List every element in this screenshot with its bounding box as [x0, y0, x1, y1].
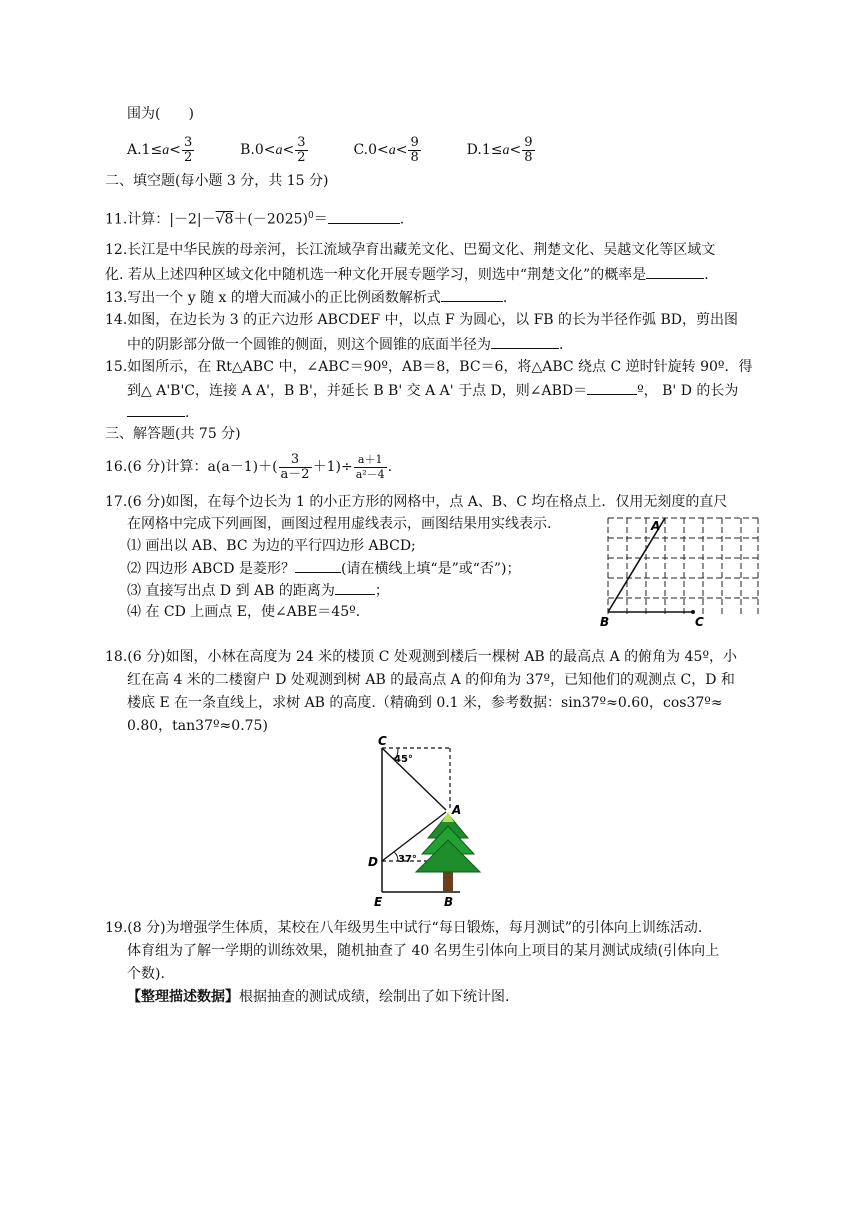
- q19-line3: 个数).: [127, 966, 165, 982]
- label-b: B: [444, 895, 454, 909]
- q18-line1: 18.(6 分)如图，小林在高度为 24 米的楼顶 C 处观测到楼后一棵树 AB 的最高点 A 的俯角为 45º，小: [105, 649, 738, 665]
- tree: [416, 812, 480, 892]
- q19-tag: 【整理描述数据】: [127, 989, 239, 1005]
- q17-item4: ⑷ 在 CD 上画点 E，使∠ABE＝45º.: [127, 604, 361, 620]
- q15-line1: 15.如图所示，在 Rt△ABC 中，∠ABC＝90º，AB＝8，BC＝6，将△ABC 绕点 C 逆时针旋转 90º．得: [105, 359, 753, 375]
- q17-item1: ⑴ 画出以 AB、BC 为边的平行四边形 ABCD;: [127, 538, 416, 554]
- section2-heading: 二、填空题(每小题 3 分，共 15 分): [105, 173, 329, 189]
- label-e: E: [374, 895, 383, 909]
- section3-heading: 三、解答题(共 75 分): [105, 426, 241, 442]
- q12-line1: 12.长江是中华民族的母亲河，长江流域孕育出藏羌文化、巴蜀文化、荆楚文化、吴越文化等区域文: [105, 242, 716, 258]
- label-a: A: [651, 519, 661, 533]
- label-c: C: [695, 615, 704, 629]
- q19-line1: 19.(8 分)为增强学生体质，某校在八年级男生中试行“每日锻炼，每月测试”的引体向上训练活动.: [105, 920, 703, 936]
- grid-lines: [608, 518, 758, 614]
- q12-line2: 化. 若从上述四种区域文化中随机选一种文化开展专题学习，则选中“荆楚文化”的概率是 .: [105, 264, 709, 285]
- q19-line2: 体育组为了解一学期的训练效果，随机抽查了 40 名男生引体向上项目的某月测试成绩(引体向上: [127, 943, 720, 959]
- label-angle-37: 37°: [398, 854, 417, 865]
- q10-tail-text: 围为( ): [127, 106, 194, 122]
- label-d: D: [368, 855, 378, 869]
- q13: 13.写出一个 y 随 x 的增大而减小的正比例函数解析式 .: [105, 287, 507, 308]
- q15-length-blank[interactable]: [127, 402, 185, 417]
- q15-angle-blank[interactable]: [587, 380, 637, 395]
- q18-line3: 楼底 E 在一条直线上，求树 AB 的高度.（精确到 0.1 米，参考数据：sin37º≈0.60，cos37º≈: [127, 695, 723, 711]
- q14-line1: 14.如图，在边长为 3 的正六边形 ABCDEF 中，以点 F 为圆心，以 FB 的长为半径作弧 BD，剪出图: [105, 312, 738, 328]
- q10-options: [127, 135, 536, 166]
- q18-line2: 红在高 4 米的二楼窗户 D 处观测到树 AB 的最高点 A 的仰角为 37º，已知他们的观测点 C，D 和: [127, 672, 735, 688]
- q10-option-c: C.0<a< $\frac{9}{8}$: [353, 134, 419, 165]
- line-ca: [382, 748, 446, 810]
- point-c-dot: [691, 610, 695, 614]
- q12-answer-blank[interactable]: [646, 264, 704, 279]
- q17-line2: 在网格中完成下列画图，画图过程用虚线表示，画图结果用实线表示.: [127, 516, 552, 532]
- q17-item3: ⑶ 直接写出点 D 到 AB 的距离为 ；: [127, 580, 389, 601]
- q14-line2: 中的阴影部分做一个圆锥的侧面，则这个圆锥的底面半径为 .: [127, 334, 563, 355]
- q15-line3: .: [127, 402, 189, 423]
- label-angle-45: 45°: [394, 754, 413, 765]
- q15-line2: 到△ A'B'C，连接 A A'，B B'，并延长 B B' 交 A A' 于点 D，则∠ABD＝ º， B' D 的长为: [127, 380, 738, 401]
- q17-grid-figure: [596, 512, 762, 630]
- q19-line4: 【整理描述数据】根据抽查的测试成绩，绘制出了如下统计图.: [127, 989, 510, 1005]
- q11-answer-blank[interactable]: [328, 209, 400, 224]
- q17-line1: 17.(6 分)如图，在每个边长为 1 的小正方形的网格中，点 A、B、C 均在格点上．仅用无刻度的直尺: [105, 494, 728, 510]
- q14-answer-blank[interactable]: [491, 334, 559, 349]
- q17-distance-blank[interactable]: [335, 580, 375, 595]
- q17-item2: ⑵ 四边形 ABCD 是菱形？ (请在横线上填“是”或“否”)；: [127, 558, 521, 579]
- q18-tree-figure: [364, 734, 500, 910]
- label-a: A: [452, 803, 462, 817]
- q10-option-d: D.1≤a< $\frac{9}{8}$: [466, 134, 533, 165]
- q13-answer-blank[interactable]: [441, 287, 503, 302]
- q16: 16.(6 分)计算：a(a－1)＋( $\frac{3}{a-2}$ ＋1)÷ $\frac{a+1}{\text{a²－4}}$ .: [105, 451, 393, 482]
- label-c: C: [378, 734, 387, 748]
- q18-line4: 0.80，tan37º≈0.75): [127, 718, 268, 734]
- q10-option-a: A.1≤a< $\frac{3}{2}$: [127, 134, 193, 165]
- label-b: B: [600, 615, 610, 629]
- q10-option-b: B.0<a< $\frac{3}{2}$: [240, 134, 306, 165]
- q11: 11.计算：$|-2|-√8+(-2025)^0=$ .: [105, 206, 404, 230]
- q17-rhombus-blank[interactable]: [295, 558, 341, 573]
